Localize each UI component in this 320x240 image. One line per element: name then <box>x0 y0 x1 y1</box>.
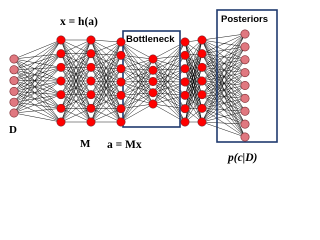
posteriors-node <box>241 133 249 141</box>
input-node <box>10 66 18 74</box>
hidden-5-node <box>181 91 189 99</box>
hidden-6-node <box>198 77 206 85</box>
connection-edge <box>14 40 61 70</box>
hidden-3-node <box>117 78 125 86</box>
hidden-6-node <box>198 104 206 112</box>
hidden-1-node <box>57 36 65 44</box>
input-node <box>10 87 18 95</box>
hidden-5-node <box>181 64 189 72</box>
input-node <box>10 109 18 117</box>
hidden-2-node <box>87 36 95 44</box>
connection-edge <box>121 70 153 122</box>
hidden-3-node <box>117 118 125 126</box>
bottleneck-node <box>149 77 157 85</box>
hidden-2-node <box>87 90 95 98</box>
bottleneck-title: Bottleneck <box>126 34 175 45</box>
connection-edge <box>121 42 153 70</box>
label-input-d: D <box>9 124 17 136</box>
hidden-1-node <box>57 63 65 71</box>
hidden-6-node <box>198 49 206 57</box>
connection-edge <box>121 82 153 83</box>
label-linear-transform: a = Mx <box>107 139 142 151</box>
posteriors-node <box>241 81 249 89</box>
connection-edge <box>121 42 153 82</box>
bottleneck-node <box>149 100 157 108</box>
connection-edge <box>14 81 61 122</box>
bottleneck-node <box>149 89 157 97</box>
hidden-6-node <box>198 63 206 71</box>
hidden-1-node <box>57 77 65 85</box>
input-node <box>10 76 18 84</box>
posteriors-node <box>241 30 249 38</box>
connection-edge <box>202 60 245 68</box>
hidden-5-node <box>181 104 189 112</box>
hidden-6-node <box>198 36 206 44</box>
hidden-2-node <box>87 77 95 85</box>
connection-edge <box>14 81 61 102</box>
hidden-1-node <box>57 49 65 57</box>
label-matrix-m: M <box>80 138 91 150</box>
connection-edge <box>91 40 121 42</box>
posteriors-node <box>241 56 249 64</box>
hidden-5-node <box>181 38 189 46</box>
hidden-3-node <box>117 51 125 59</box>
bottleneck-node <box>149 66 157 74</box>
hidden-6-node <box>198 90 206 98</box>
hidden-3-node <box>117 91 125 99</box>
connection-edge <box>14 91 61 108</box>
hidden-2-node <box>87 49 95 57</box>
input-node <box>10 55 18 63</box>
hidden-6-node <box>198 118 206 126</box>
bottleneck-node <box>149 55 157 63</box>
connection-edge <box>121 59 153 95</box>
connection-edge <box>121 93 153 122</box>
connection-edge <box>14 70 61 95</box>
connection-edge <box>202 86 245 95</box>
hidden-2-node <box>87 104 95 112</box>
hidden-5-node <box>181 51 189 59</box>
connection-edge <box>121 42 153 104</box>
hidden-5-node <box>181 78 189 86</box>
hidden-2-node <box>87 118 95 126</box>
posteriors-node <box>241 43 249 51</box>
posteriors-node <box>241 68 249 76</box>
posteriors-node <box>241 120 249 128</box>
input-node <box>10 98 18 106</box>
label-hidden-function: x = h(a) <box>60 16 98 28</box>
posteriors-title: Posteriors <box>221 14 268 25</box>
network-connections <box>14 34 245 137</box>
label-posterior-expression: p(c|D) <box>228 152 258 164</box>
hidden-1-node <box>57 104 65 112</box>
posteriors-node <box>241 94 249 102</box>
hidden-3-node <box>117 64 125 72</box>
posteriors-node <box>241 107 249 115</box>
hidden-2-node <box>87 63 95 71</box>
hidden-1-node <box>57 90 65 98</box>
hidden-1-node <box>57 118 65 126</box>
hidden-3-node <box>117 38 125 46</box>
hidden-5-node <box>181 118 189 126</box>
hidden-3-node <box>117 104 125 112</box>
